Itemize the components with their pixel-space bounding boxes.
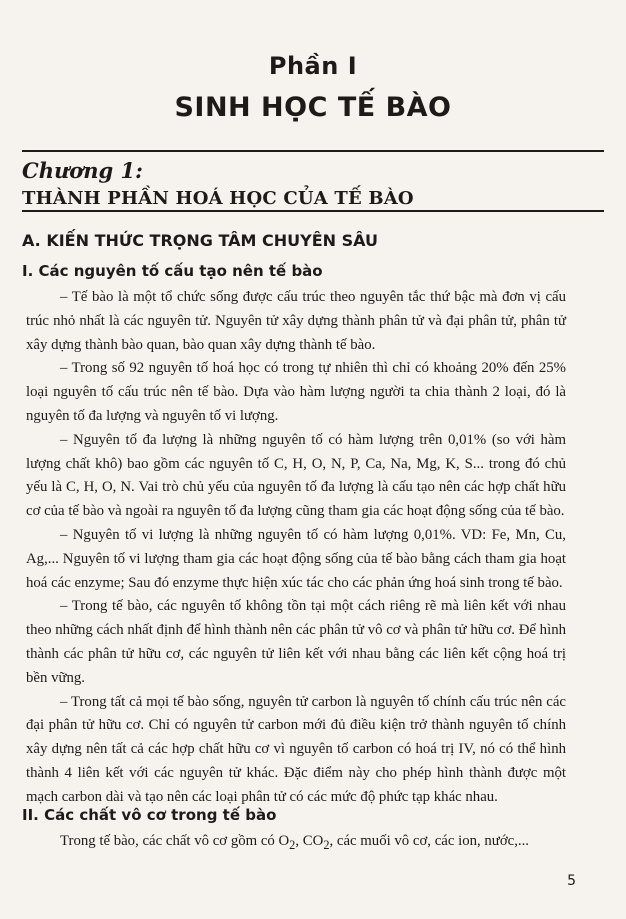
subscript: 2 <box>289 837 296 852</box>
paragraph: – Nguyên tố đa lượng là những nguyên tố có hàm lượng trên 0,01% (so với hàm lượng chất khô) bao gồm các nguyên tố C, H, O, N, P, Ca, Na, Mg, K, S... trong đó chủ yếu là C, H, O, N. Vai trò chủ yếu của nguyên tố đa lượng là cấu tạo nên các hợp chất hữu cơ của tế bào và ngoài ra nguyên tố đa lượng cũng tham gia các hoạt động sống của tế bào. <box>26 431 566 520</box>
part-title: Phần I <box>268 52 358 80</box>
paragraph: – Tế bào là một tổ chức sống được cấu trúc theo nguyên tắc thứ bậc mà đơn vị cấu trúc nhỏ nhất là các nguyên tử. Nguyên tử xây dựng thành phân tử và đại phân tử, phân tử xây dựng thành bào quan, bào quan xây dựng thành tế bào. <box>26 289 566 353</box>
part-subtitle: SINH HỌC TẾ BÀO <box>174 92 452 123</box>
paragraph: – Trong tất cả mọi tế bào sống, nguyên tử carbon là nguyên tố chính cấu trúc nên các đại phân tử hữu cơ. Chỉ có nguyên tử carbon mới đủ điều kiện trở thành nguyên tố chính xây dựng nên tất cả các hợp chất hữu cơ vì nguyên tố carbon có hoá trị IV, nó có thể hình thành 4 liên kết với các nguyên tử khác. Đặc điểm này cho phép hình thành được một mạch carbon dài và tạo nên các loại phân tử có các mức độ phức tạp khác nhau. <box>26 693 566 805</box>
paragraph: – Nguyên tố vi lượng là những nguyên tố có hàm lượng 0,01%. VD: Fe, Mn, Cu, Ag,... Nguyên tố vi lượng tham gia các hoạt động sống của tế bào bằng cách tham gia hoạt hoá các enzyme; Sau đó enzyme thực hiện xúc tác cho các phản ứng hoá sinh trong tế bào. <box>26 526 566 591</box>
section-2-body <box>26 830 566 858</box>
chapter-rule-bottom <box>22 210 604 212</box>
paragraph: – Trong tế bào, các nguyên tố không tồn tại một cách riêng rẽ mà liên kết với nhau theo những cách nhất định để hình thành nên các phân tử vô cơ và phân tử hữu cơ. Để hình thành các phân tử hữu cơ, các nguyên tử liên kết với nhau bằng các liên kết cộng hoá trị bền vững. <box>26 598 566 686</box>
text: , CO <box>295 833 324 849</box>
text: , các muối vô cơ, các ion, nước,... <box>329 833 530 849</box>
subscript: 2 <box>323 837 330 852</box>
section-a-heading: A. KIẾN THỨC TRỌNG TÂM CHUYÊN SÂU <box>22 231 379 250</box>
chapter-label: Chương 1: <box>22 158 143 183</box>
paragraph <box>26 830 566 858</box>
paragraph: – Trong số 92 nguyên tố hoá học có trong tự nhiên thì chỉ có khoảng 20% đến 25% loại nguyên tố cấu trúc nên tế bào. Dựa vào hàm lượng người ta chia thành 2 loại, đó là nguyên tố đa lượng và nguyên tố vi lượng. <box>26 360 566 424</box>
chapter-rule-top <box>22 150 604 152</box>
chapter-title: THÀNH PHẦN HOÁ HỌC CỦA TẾ BÀO <box>22 188 414 209</box>
section-2-heading: II. Các chất vô cơ trong tế bào <box>22 806 277 824</box>
page-number: 5 <box>567 873 576 889</box>
section-1-body <box>26 286 566 810</box>
section-1-heading: I. Các nguyên tố cấu tạo nên tế bào <box>22 262 323 280</box>
text: Trong tế bào, các chất vô cơ gồm có O <box>60 833 290 849</box>
